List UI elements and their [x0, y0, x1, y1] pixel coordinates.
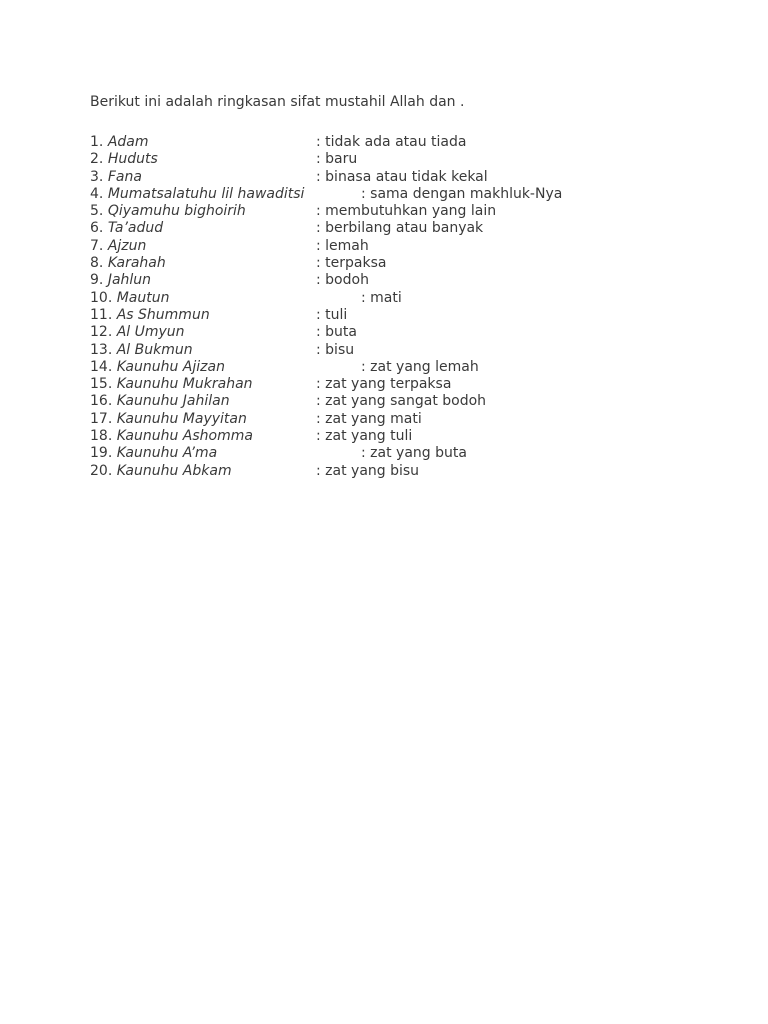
item-number: 11.	[90, 306, 113, 323]
item-number: 19.	[90, 445, 113, 462]
item-term: Adam	[107, 134, 149, 150]
item-term: Al Bukmun	[116, 341, 193, 358]
item-number: 3.	[90, 168, 104, 185]
item-meaning: : zat yang buta	[361, 445, 467, 462]
item-term: Ajzun	[107, 237, 147, 254]
item-number: 2.	[90, 151, 104, 168]
item-term: Huduts	[107, 151, 158, 168]
item-term: Kaunuhu Ajizan	[116, 358, 225, 375]
item-number: 10.	[90, 289, 113, 306]
item-number: 15.	[90, 376, 113, 393]
item-meaning: : zat yang terpaksa	[316, 376, 452, 393]
item-meaning: : zat yang bisu	[316, 462, 420, 479]
list-item	[90, 272, 690, 289]
list-item	[90, 220, 690, 237]
item-term: Mautun	[116, 289, 170, 306]
list-item	[90, 393, 690, 410]
list-item	[90, 255, 690, 272]
item-meaning: : berbilang atau banyak	[316, 220, 484, 237]
item-term: Kaunuhu Ashomma	[116, 428, 253, 445]
intro-paragraph: Berikut ini adalah ringkasan sifat mustahil Allah dan .	[90, 94, 465, 110]
item-meaning: : bodoh	[316, 272, 369, 289]
item-number: 9.	[90, 272, 104, 289]
item-term: Jahlun	[107, 272, 152, 289]
list-item	[90, 307, 690, 324]
list-item	[90, 376, 690, 393]
item-term: Qiyamuhu bighoirih	[107, 203, 246, 220]
item-meaning: : zat yang lemah	[361, 358, 479, 375]
item-meaning: : zat yang tuli	[316, 428, 413, 445]
item-meaning: : baru	[316, 151, 358, 168]
list-item	[90, 359, 690, 376]
item-meaning: : bisu	[316, 341, 355, 358]
item-number: 14.	[90, 358, 113, 375]
item-number: 13.	[90, 341, 113, 358]
list-item	[90, 428, 690, 445]
item-meaning: : lemah	[316, 237, 369, 254]
item-number: 6.	[90, 220, 104, 237]
list-item	[90, 463, 690, 480]
list-item	[90, 238, 690, 255]
list-item	[90, 324, 690, 341]
item-term: Kaunuhu Jahilan	[116, 393, 230, 410]
item-meaning: : terpaksa	[316, 255, 387, 272]
item-number: 20.	[90, 462, 113, 479]
item-term: Fana	[107, 168, 142, 185]
list-item	[90, 445, 690, 462]
list-item	[90, 134, 690, 151]
item-number: 12.	[90, 324, 113, 341]
item-term: Kaunuhu A’ma	[116, 445, 218, 462]
item-number: 5.	[90, 203, 104, 220]
list-item	[90, 290, 690, 307]
item-meaning: : sama dengan makhluk-Nya	[361, 185, 563, 202]
item-meaning: : membutuhkan yang lain	[316, 203, 497, 220]
list-item	[90, 186, 690, 203]
item-term: Karahah	[107, 255, 166, 272]
item-meaning: : mati	[361, 289, 402, 306]
item-number: 17.	[90, 410, 113, 427]
list-item	[90, 342, 690, 359]
item-meaning: : tuli	[316, 306, 348, 323]
item-number: 7.	[90, 237, 104, 254]
item-number: 18.	[90, 428, 113, 445]
item-term: Kaunuhu Mukrahan	[116, 376, 253, 393]
item-meaning: : zat yang sangat bodoh	[316, 393, 487, 410]
item-meaning: : buta	[316, 324, 357, 341]
item-term: As Shummun	[116, 306, 210, 323]
list-item	[90, 151, 690, 168]
item-term: Kaunuhu Mayyitan	[116, 410, 247, 427]
item-number: 4.	[90, 185, 104, 202]
item-term: Al Umyun	[116, 324, 185, 341]
item-meaning: : zat yang mati	[316, 410, 422, 427]
item-meaning: : tidak ada atau tiada	[316, 134, 467, 150]
list-item	[90, 169, 690, 186]
item-number: 16.	[90, 393, 113, 410]
item-meaning: : binasa atau tidak kekal	[316, 168, 488, 185]
item-term: Kaunuhu Abkam	[116, 462, 232, 479]
list-item	[90, 203, 690, 220]
item-number: 8.	[90, 255, 104, 272]
sifat-mustahil-list	[90, 134, 690, 480]
item-number: 1.	[90, 134, 104, 150]
list-item	[90, 411, 690, 428]
item-term: Ta’adud	[107, 220, 164, 237]
item-term: Mumatsalatuhu lil hawaditsi	[107, 185, 305, 202]
